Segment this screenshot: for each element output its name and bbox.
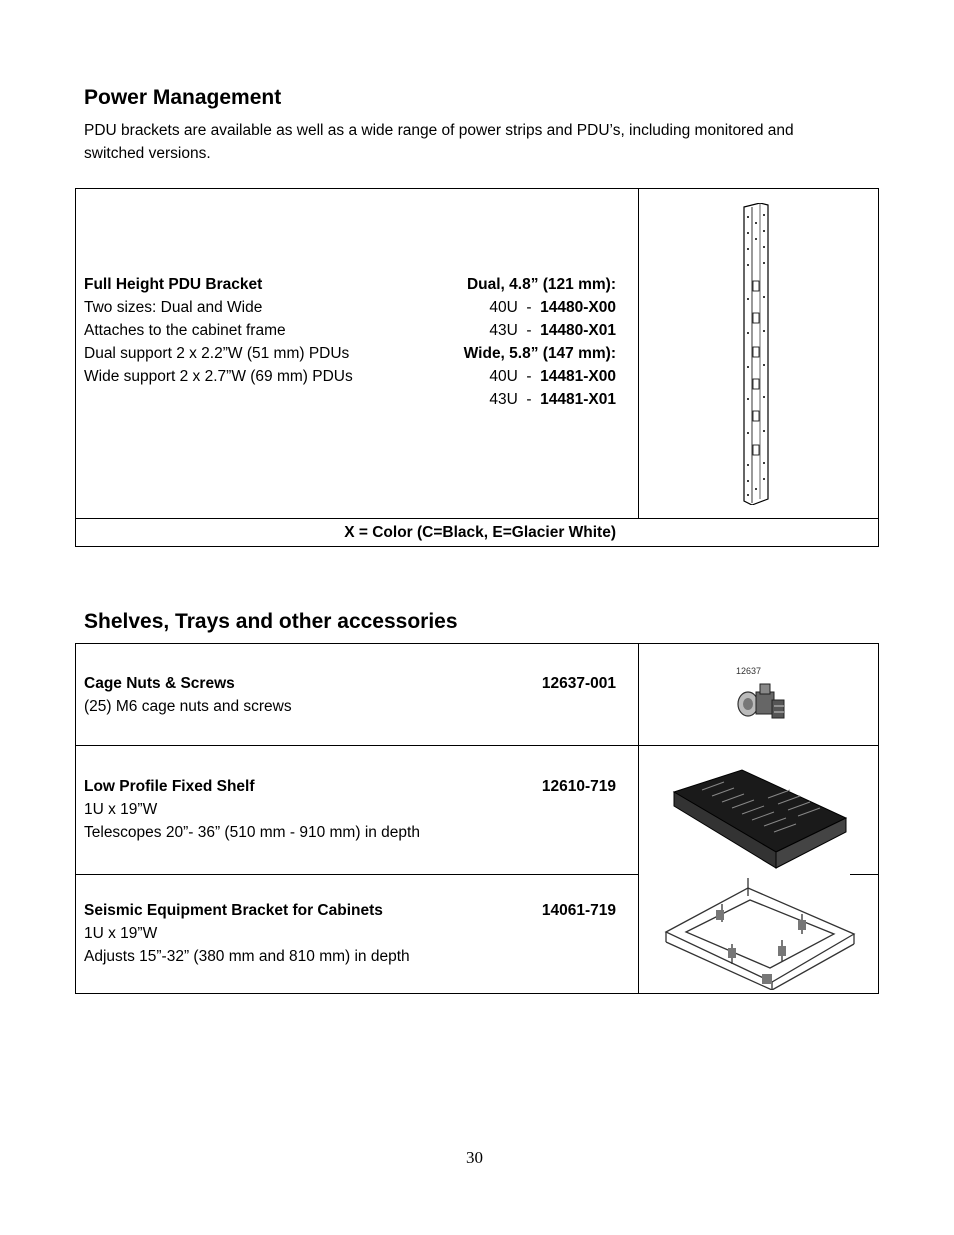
part-number: 14481-X00 <box>540 368 616 385</box>
part-number: 14480-X01 <box>540 322 616 339</box>
power-intro-line1: PDU brackets are available as well as a wide range of power strips and PDU’s, including monitored and <box>84 122 794 139</box>
pdu-dual-40 <box>380 296 616 319</box>
cage-nut-image <box>728 666 792 726</box>
pdu-table-divider <box>638 188 639 519</box>
shelf-image <box>672 768 848 870</box>
item-line: 1U x 19”W <box>84 925 158 942</box>
shelves-heading: Shelves, Trays and other accessories <box>84 610 458 633</box>
pdu-wide-43 <box>380 388 616 411</box>
pdu-dual-43 <box>380 319 616 342</box>
shelves-row-divider <box>75 874 639 875</box>
item-line: Adjusts 15”-32” (380 mm and 810 mm) in depth <box>84 948 410 965</box>
item-line: 1U x 19”W <box>84 801 158 818</box>
item-part-number: 12610-719 <box>541 778 616 795</box>
item-line: (25) M6 cage nuts and screws <box>84 698 292 715</box>
item-title: Low Profile Fixed Shelf <box>84 778 255 795</box>
color-note: X = Color (C=Black, E=Glacier White) <box>344 524 616 541</box>
shelves-row-divider <box>75 745 879 746</box>
pdu-desc-line: Attaches to the cabinet frame <box>84 322 286 339</box>
pdu-dual-label: Dual, 4.8” (121 mm): <box>466 276 616 293</box>
item-title: Seismic Equipment Bracket for Cabinets <box>84 902 383 919</box>
seismic-bracket-image <box>662 874 858 990</box>
page-number: 30 <box>466 1148 483 1167</box>
pdu-desc-line: Wide support 2 x 2.7”W (69 mm) PDUs <box>84 368 353 385</box>
pdu-wide-40 <box>380 365 616 388</box>
size-label: 40U - <box>489 368 541 385</box>
shelves-table-divider <box>638 643 639 994</box>
item-title: Cage Nuts & Screws <box>84 675 235 692</box>
pdu-desc-line: Dual support 2 x 2.2”W (51 mm) PDUs <box>84 345 350 362</box>
pdu-wide-label: Wide, 5.8” (147 mm): <box>463 345 616 362</box>
size-label: 43U - <box>489 391 541 408</box>
pdu-table-row-divider <box>75 518 879 519</box>
part-number: 14480-X00 <box>540 299 616 316</box>
pdu-part-numbers <box>380 273 616 411</box>
item-part-number: 12637-001 <box>541 675 616 692</box>
pdu-desc-line: Two sizes: Dual and Wide <box>84 299 263 316</box>
item-line: Telescopes 20”- 36” (510 mm - 910 mm) in depth <box>84 824 420 841</box>
image-label: 12637 <box>736 666 762 676</box>
part-number: 14481-X01 <box>540 391 616 408</box>
power-intro-line2: switched versions. <box>84 145 211 162</box>
pdu-bracket-image <box>738 203 774 505</box>
power-heading: Power Management <box>84 86 282 109</box>
size-label: 40U - <box>489 299 541 316</box>
pdu-title: Full Height PDU Bracket <box>84 276 263 293</box>
item-part-number: 14061-719 <box>541 902 616 919</box>
size-label: 43U - <box>489 322 541 339</box>
